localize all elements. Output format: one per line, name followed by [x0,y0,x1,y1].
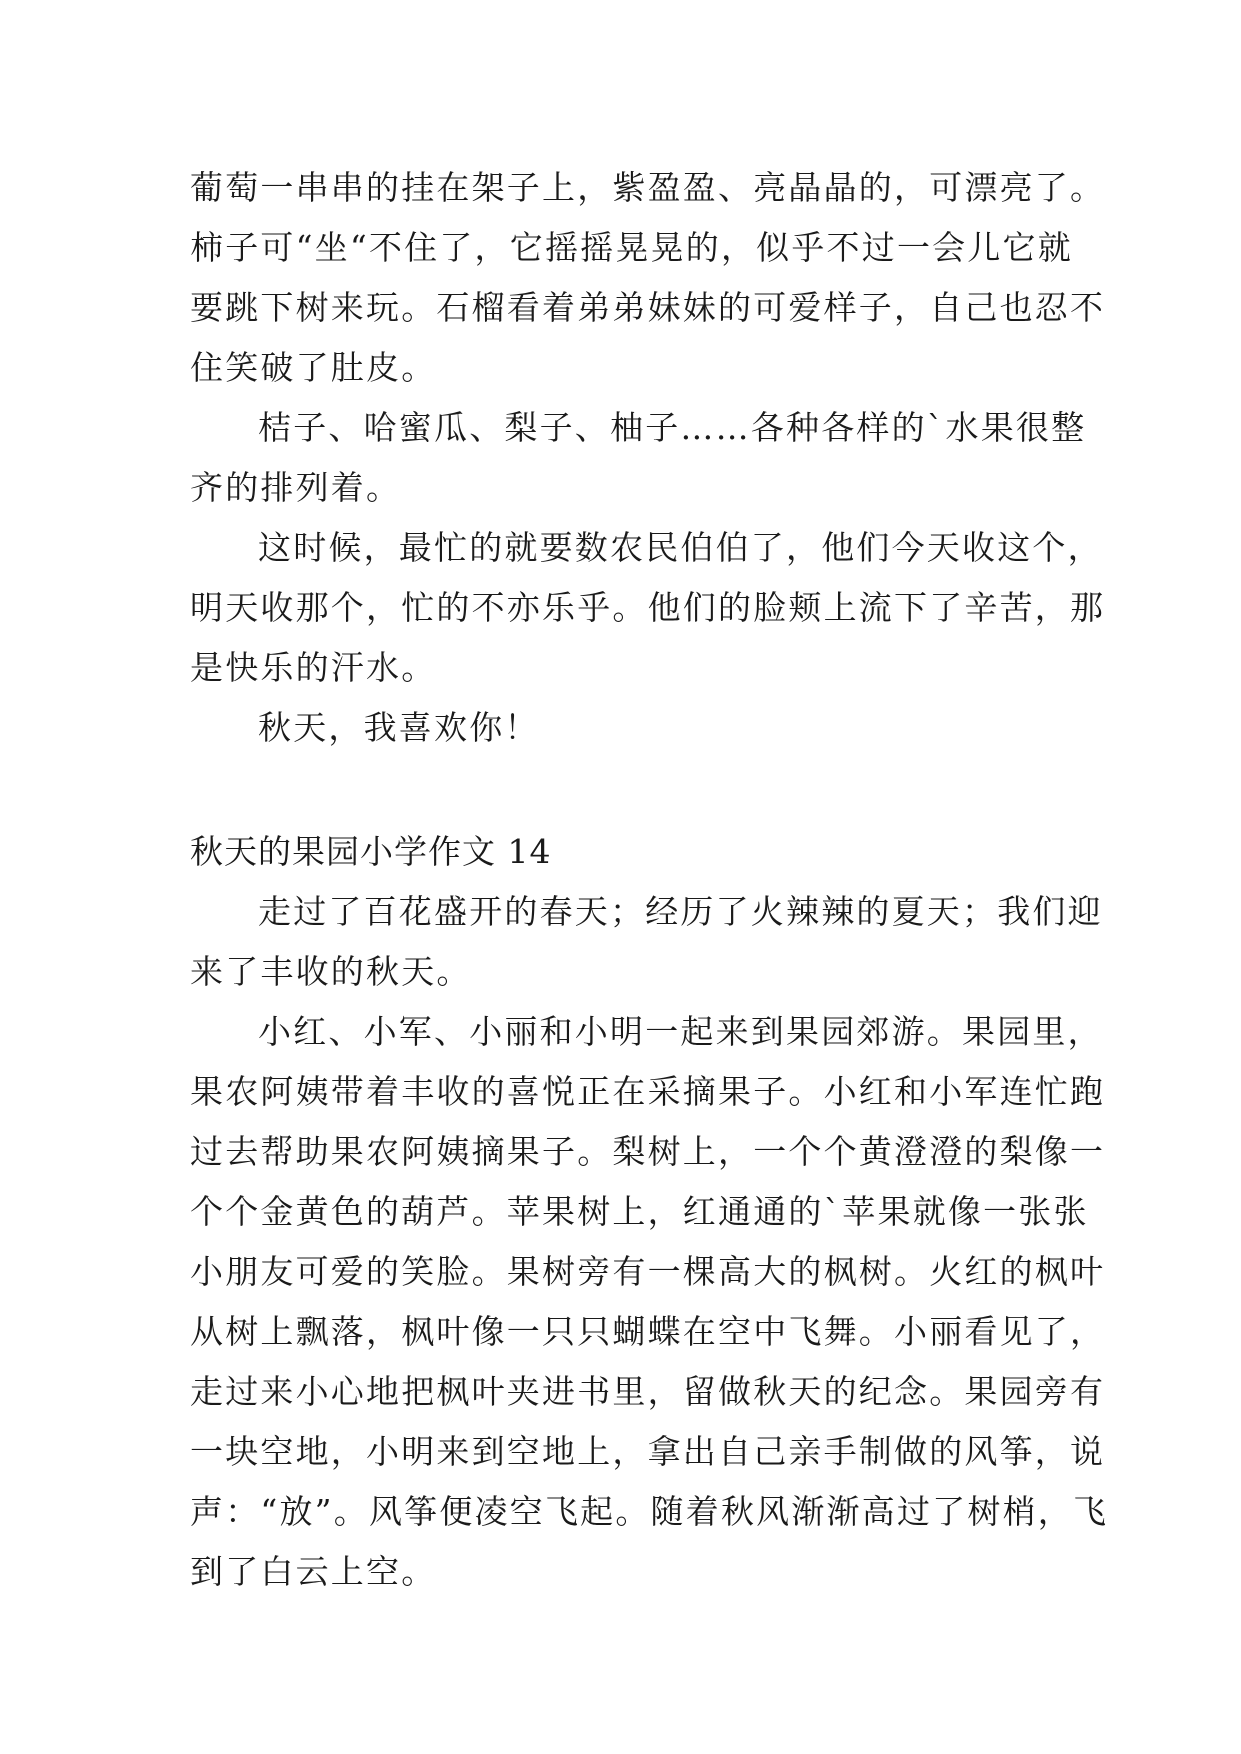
paragraph [190,698,1070,758]
text-line: 到了白云上空。 [190,1552,437,1591]
text-line: 葡萄一串串的挂在架子上，紫盈盈、亮晶晶的，可漂亮了。 [190,168,1106,207]
text-line: 来了丰收的秋天。 [190,952,472,991]
paragraph [190,518,1106,698]
essay-continuation [190,158,1106,758]
text-line: 走过了百花盛开的春天；经历了火辣辣的夏天；我们迎 [258,892,1103,931]
section-spacer [190,758,1070,822]
text-line: 秋天，我喜欢你！ [258,708,540,747]
text-line: 这时候，最忙的就要数农民伯伯了，他们今天收这个， [258,528,1103,567]
text-line: 要跳下树来玩。石榴看着弟弟妹妹的可爱样子，自己也忍不 [190,288,1106,327]
paragraph [190,158,1106,398]
text-line: 桔子、哈蜜瓜、梨子、柚子……各种各样的`水果很整 [258,408,1087,447]
text-line: 声：“放”。风筝便凌空飞起。随着秋风渐渐高过了树梢，飞 [190,1492,1109,1531]
text-line: 齐的排列着。 [190,468,402,507]
text-line: 明天收那个，忙的不亦乐乎。他们的脸颊上流下了辛苦，那 [190,588,1106,627]
paragraph [190,882,1103,1002]
text-line: 一块空地，小明来到空地上，拿出自己亲手制做的风筝，说 [190,1432,1106,1471]
essay-title: 秋天的果园小学作文 14 [190,832,552,871]
text-line: 走过来小心地把枫叶夹进书里，留做秋天的纪念。果园旁有 [190,1372,1106,1411]
paragraph [190,398,1087,518]
text-line: 是快乐的汗水。 [190,648,437,687]
paragraph [190,1002,1109,1602]
document-body [190,158,1109,1602]
text-line: 柿子可“坐“不住了，它摇摇晃晃的，似乎不过一会儿它就 [190,228,1073,267]
essay-14 [190,822,1109,1602]
text-line: 个个金黄色的葫芦。苹果树上，红通通的`苹果就像一张张 [190,1192,1089,1231]
text-line: 过去帮助果农阿姨摘果子。梨树上，一个个黄澄澄的梨像一 [190,1132,1106,1171]
text-line: 小红、小军、小丽和小明一起来到果园郊游。果园里， [258,1012,1103,1051]
text-line: 果农阿姨带着丰收的喜悦正在采摘果子。小红和小军连忙跑 [190,1072,1106,1111]
text-line: 住笑破了肚皮。 [190,348,437,387]
text-line: 从树上飘落，枫叶像一只只蝴蝶在空中飞舞。小丽看见了， [190,1312,1106,1351]
text-line: 小朋友可爱的笑脸。果树旁有一棵高大的枫树。火红的枫叶 [190,1252,1106,1291]
